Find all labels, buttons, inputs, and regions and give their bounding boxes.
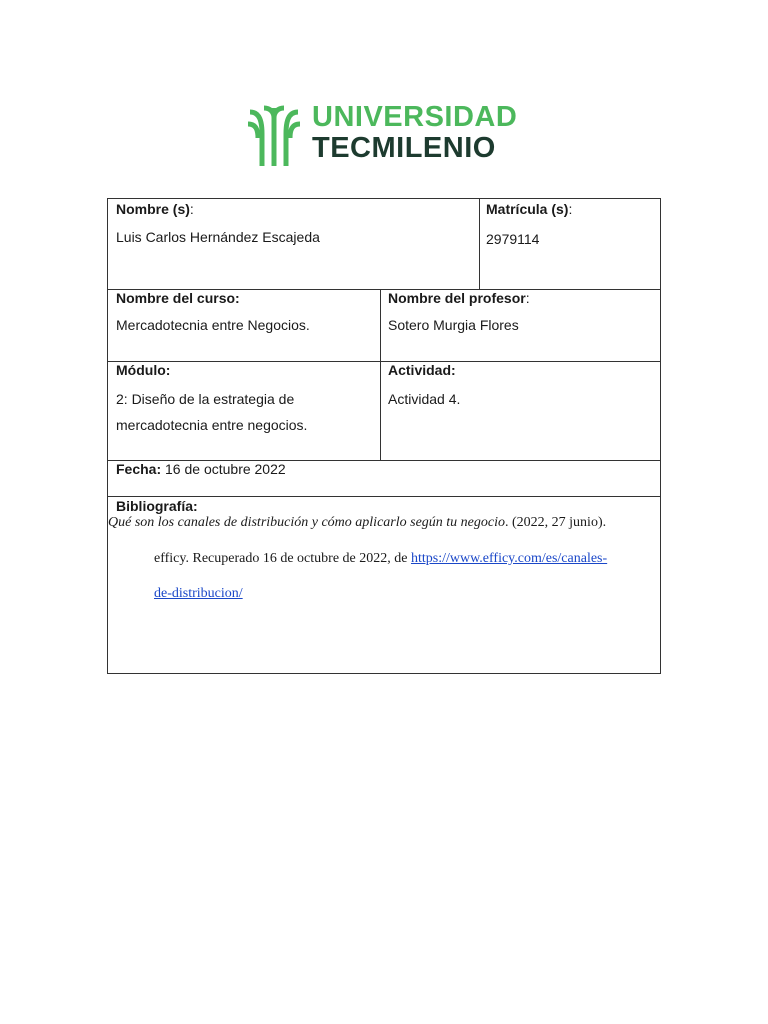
column-divider — [380, 289, 381, 460]
actividad-label: Actividad: — [388, 362, 456, 378]
tecmilenio-emblem-icon — [246, 104, 302, 166]
cell-bibliografia — [108, 498, 660, 603]
profesor-value: Sotero Murgia Flores — [388, 317, 519, 333]
cell-fecha — [116, 461, 656, 477]
logo-line-tecmilenio: TECMILENIO — [312, 132, 496, 164]
student-info-table — [107, 198, 661, 674]
matricula-value: 2979114 — [486, 231, 540, 247]
cell-modulo — [116, 362, 376, 438]
curso-label: Nombre del curso: — [116, 290, 240, 306]
curso-value: Mercadotecnia entre Negocios. — [116, 317, 310, 333]
modulo-label: Módulo: — [116, 362, 171, 378]
profesor-label: Nombre del profesor — [388, 290, 526, 306]
nombre-label-colon: : — [189, 201, 194, 217]
cell-profesor — [388, 290, 656, 338]
bibliografia-date: . (2022, 27 junio). — [505, 515, 607, 530]
cell-matricula — [486, 201, 656, 252]
logo-line-universidad: UNIVERSIDAD — [312, 101, 518, 133]
profesor-label-colon: : — [525, 290, 530, 306]
logo-wordmark — [312, 102, 517, 164]
bibliografia-title: Qué son los canales de distribución y cómo aplicarlo según tu negocio — [108, 515, 505, 530]
bibliografia-reference-line2 — [154, 550, 660, 568]
bibliografia-source: efficy. Recuperado 16 de octubre de 2022, de — [154, 551, 411, 566]
matricula-label-colon: : — [568, 201, 573, 217]
modulo-value-line2: mercadotecnia entre negocios. — [116, 417, 308, 433]
cell-curso — [116, 290, 376, 338]
column-divider — [479, 199, 480, 289]
modulo-value-line1: 2: Diseño de la estrategia de — [116, 391, 295, 407]
tecmilenio-logo — [246, 102, 536, 168]
cell-actividad — [388, 362, 656, 412]
nombre-value: Luis Carlos Hernández Escajeda — [116, 229, 320, 245]
fecha-label: Fecha: — [116, 461, 162, 477]
bibliografia-reference-line3 — [154, 585, 660, 603]
bibliografia-link-continued[interactable]: de-distribucion/ — [154, 586, 243, 601]
bibliografia-reference-line1 — [108, 514, 660, 532]
bibliografia-link[interactable]: https://www.efficy.com/es/canales- — [410, 551, 608, 566]
fecha-value: 16 de octubre 2022 — [165, 461, 286, 477]
nombre-label: Nombre (s) — [116, 201, 190, 217]
matricula-label: Matrícula (s) — [486, 201, 569, 217]
row-divider — [108, 496, 660, 497]
bibliografia-label: Bibliografía: — [116, 498, 198, 514]
cell-nombre — [116, 201, 476, 250]
actividad-value: Actividad 4. — [388, 391, 461, 407]
